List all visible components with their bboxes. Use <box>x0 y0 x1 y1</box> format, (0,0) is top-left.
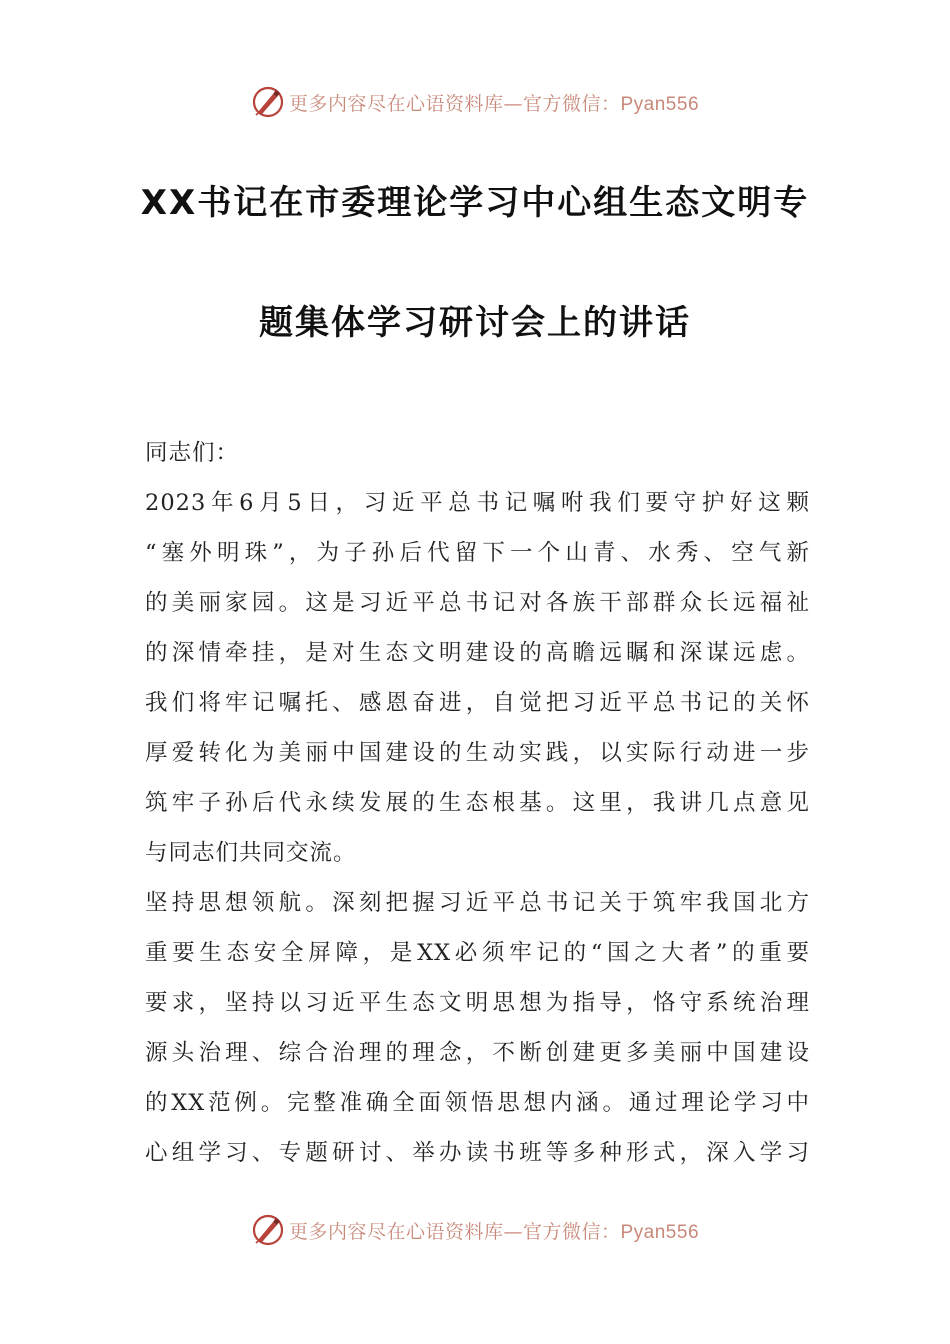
body-line: 的XX范例。完整准确全面领悟思想内涵。通过理论学习中 <box>145 1090 810 1116</box>
salutation: 同志们： <box>145 440 240 466</box>
wechat-id: Pyan556 <box>620 1221 700 1243</box>
body-line: 坚持思想领航。深刻把握习近平总书记关于筑牢我国北方 <box>145 890 810 916</box>
document-title-line-1: XX书记在市委理论学习中心组生态文明专 <box>140 183 810 223</box>
body-line: 的美丽家园。这是习近平总书记对各族干部群众长远福祉 <box>145 590 810 616</box>
body-line: 源头治理、综合治理的理念，不断创建更多美丽中国建设 <box>145 1040 810 1066</box>
body-line: 的深情牵挂，是对生态文明建设的高瞻远瞩和深谋远虑。 <box>145 640 810 666</box>
body-line: 筑牢子孙后代永续发展的生态根基。这里，我讲几点意见 <box>145 790 810 816</box>
document-title-line-2: 题集体学习研讨会上的讲话 <box>259 303 691 343</box>
body-line: “塞外明珠”，为子孙后代留下一个山青、水秀、空气新 <box>145 540 810 566</box>
document-body <box>145 428 810 1178</box>
body-line: 重要生态安全屏障，是XX必须牢记的“国之大者”的重要 <box>145 940 810 966</box>
body-line: 厚爱转化为美丽中国建设的生动实践，以实际行动进一步 <box>145 740 810 766</box>
watermark-banner-bottom <box>0 1208 950 1252</box>
pen-logo-icon <box>251 1213 285 1247</box>
watermark-text: 更多内容尽在心语资料库—官方微信：Pyan556 <box>288 1220 700 1243</box>
watermark-banner-top <box>0 80 950 124</box>
body-line: 要求，坚持以习近平生态文明思想为指导，恪守系统治理 <box>145 990 810 1016</box>
body-line: 2023年6月5日，习近平总书记嘱咐我们要守护好这颗 <box>145 490 810 516</box>
wechat-id: Pyan556 <box>620 93 700 115</box>
body-line: 我们将牢记嘱托、感恩奋进，自觉把习近平总书记的关怀 <box>145 690 810 716</box>
body-line: 与同志们共同交流。 <box>145 840 357 866</box>
body-line: 心组学习、专题研讨、举办读书班等多种形式，深入学习 <box>145 1140 810 1166</box>
watermark-text: 更多内容尽在心语资料库—官方微信：Pyan556 <box>288 92 700 115</box>
pen-logo-icon <box>251 85 285 119</box>
